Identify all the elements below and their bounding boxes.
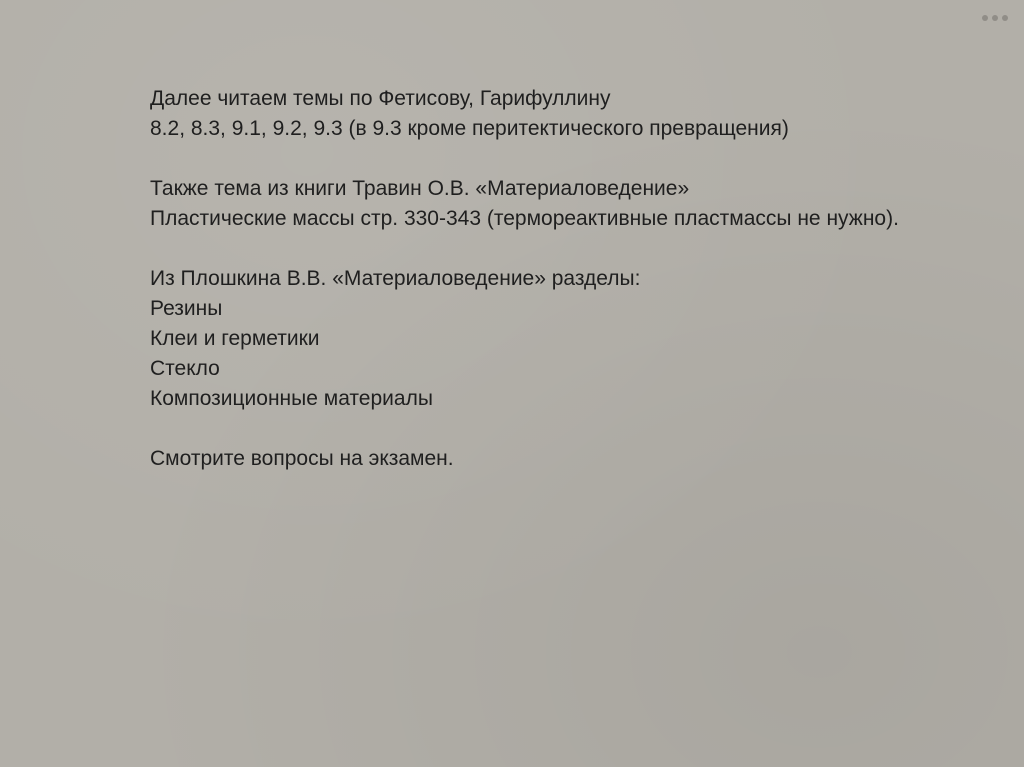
travin-book-line: Также тема из книги Травин О.В. «Материаловедение» [150, 177, 690, 200]
section-item-glass: Стекло [150, 357, 220, 380]
ploshkin-book-heading: Из Плошкина В.В. «Материаловедение» разделы: [150, 267, 641, 290]
section-item-rubbers: Резины [150, 297, 223, 320]
paragraph-spacer [150, 144, 910, 174]
plastics-pages-line: Пластические массы стр. 330-343 (термореактивные пластмассы не нужно). [150, 207, 899, 230]
exam-questions-line: Смотрите вопросы на экзамен. [150, 447, 454, 470]
section-item-composites: Композиционные материалы [150, 387, 433, 410]
paragraph-spacer [150, 234, 910, 264]
section-numbers-line: 8.2, 8.3, 9.1, 9.2, 9.3 (в 9.3 кроме перитектического превращения) [150, 117, 789, 140]
section-item-adhesives-sealants: Клеи и герметики [150, 327, 320, 350]
reading-topics-line: Далее читаем темы по Фетисову, Гарифуллину [150, 87, 611, 110]
paragraph-spacer [150, 414, 910, 444]
corner-dots-decoration [1002, 15, 1008, 21]
slide-body-text [150, 84, 910, 474]
